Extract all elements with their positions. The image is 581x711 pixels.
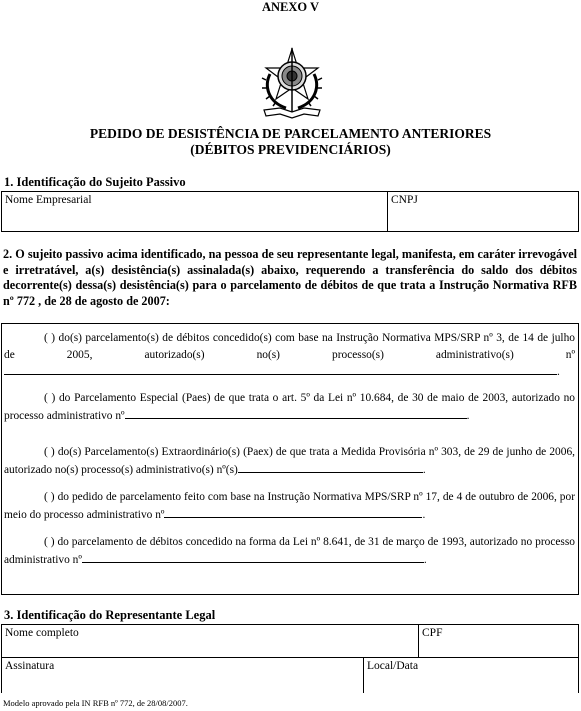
option-checkbox[interactable]: ( )	[44, 332, 56, 344]
option-text: do Parcelamento Especial (Paes) de que trata o art. 5º da Lei nº 10.684, de 30 de maio de 2003, autorizado no processo administrativo nº	[4, 392, 575, 422]
end-mark: .	[422, 508, 426, 521]
desistance-options-box	[1, 323, 579, 595]
document-title-line-1: PEDIDO DE DESISTÊNCIA DE PARCELAMENTO ANTERIORES	[89, 126, 492, 141]
signature-label: Assinatura	[5, 660, 55, 672]
option-checkbox[interactable]: ( )	[44, 392, 56, 404]
signature-field[interactable]	[2, 658, 362, 693]
footer-note: Modelo aprovado pela IN RFB nº 772, de 28/08/2007.	[3, 698, 188, 708]
section-1-heading: 1. Identificação do Sujeito Passivo	[4, 175, 186, 189]
option-text: do(s) parcelamento(s) de débitos concedido(s) com base na Instrução Normativa MPS/SRP nº 3, de 14 de julho de 2005, autorizado(s) no(s) processo(s) administrativo(s) nº	[4, 332, 575, 361]
option-item	[4, 534, 575, 568]
option-checkbox[interactable]: ( )	[44, 491, 55, 503]
end-mark: .	[422, 463, 426, 476]
annex-title: ANEXO V	[261, 0, 320, 14]
option-item	[4, 489, 575, 523]
place-date-field[interactable]	[364, 658, 578, 693]
option-item	[4, 390, 575, 424]
cpf-field[interactable]	[419, 625, 578, 657]
company-name-field[interactable]	[2, 192, 386, 231]
option-text: do(s) Parcelamento(s) Extraordinário(s) (Paex) de que trata a Medida Provisória nº 303, de 29 de junho de 2006, autorizado no(s) processo(s) administrativo(s) nº(s)	[4, 446, 575, 476]
end-mark: .	[466, 409, 470, 422]
process-number-field[interactable]	[125, 407, 467, 419]
full-name-field[interactable]	[2, 625, 417, 657]
process-number-field[interactable]	[238, 461, 423, 473]
end-mark: .	[557, 366, 560, 378]
process-number-field[interactable]	[4, 363, 557, 375]
option-item	[4, 330, 575, 381]
option-text: do parcelamento de débitos concedido na forma da Lei nº 8.641, de 31 de março de 1993, autorizado no processo administrativo nº	[4, 536, 575, 566]
option-checkbox[interactable]: ( )	[44, 536, 55, 548]
document-title	[0, 126, 581, 158]
cnpj-field[interactable]	[388, 192, 578, 231]
option-item	[4, 444, 575, 478]
end-mark: .	[423, 553, 427, 566]
brazil-coat-of-arms-icon	[256, 46, 328, 120]
identification-box	[1, 191, 579, 232]
cnpj-label: CNPJ	[391, 194, 418, 206]
process-number-field[interactable]	[82, 551, 424, 563]
option-text: do pedido de parcelamento feito com base na Instrução Normativa MPS/SRP nº 17, de 4 de outubro de 2006, por meio do processo administrativo nº	[4, 491, 575, 521]
representative-box	[1, 624, 579, 693]
place-date-label: Local/Data	[367, 660, 419, 672]
process-number-field[interactable]	[164, 506, 422, 518]
full-name-label: Nome completo	[5, 627, 79, 639]
document-title-line-2: (DÉBITOS PREVIDENCIÁRIOS)	[190, 142, 391, 157]
section-3-heading: 3. Identificação do Representante Legal	[4, 608, 216, 622]
section-2-intro: 2. O sujeito passivo acima identificado, na pessoa de seu representante legal, manifesta, em caráter irrevogável e irretratável, a(s) desistência(s) assinalada(s) abaixo, requerendo a transferência do saldo dos débitos decorrente(s) dessa(s) desistência(s) para o parcelamento de débitos de que trata a Instrução Normativa RFB nº 772 , de 28 de agosto de 2007:	[3, 247, 577, 308]
cpf-label: CPF	[422, 627, 443, 639]
company-name-label: Nome Empresarial	[5, 194, 92, 206]
option-checkbox[interactable]: ( )	[44, 446, 55, 458]
